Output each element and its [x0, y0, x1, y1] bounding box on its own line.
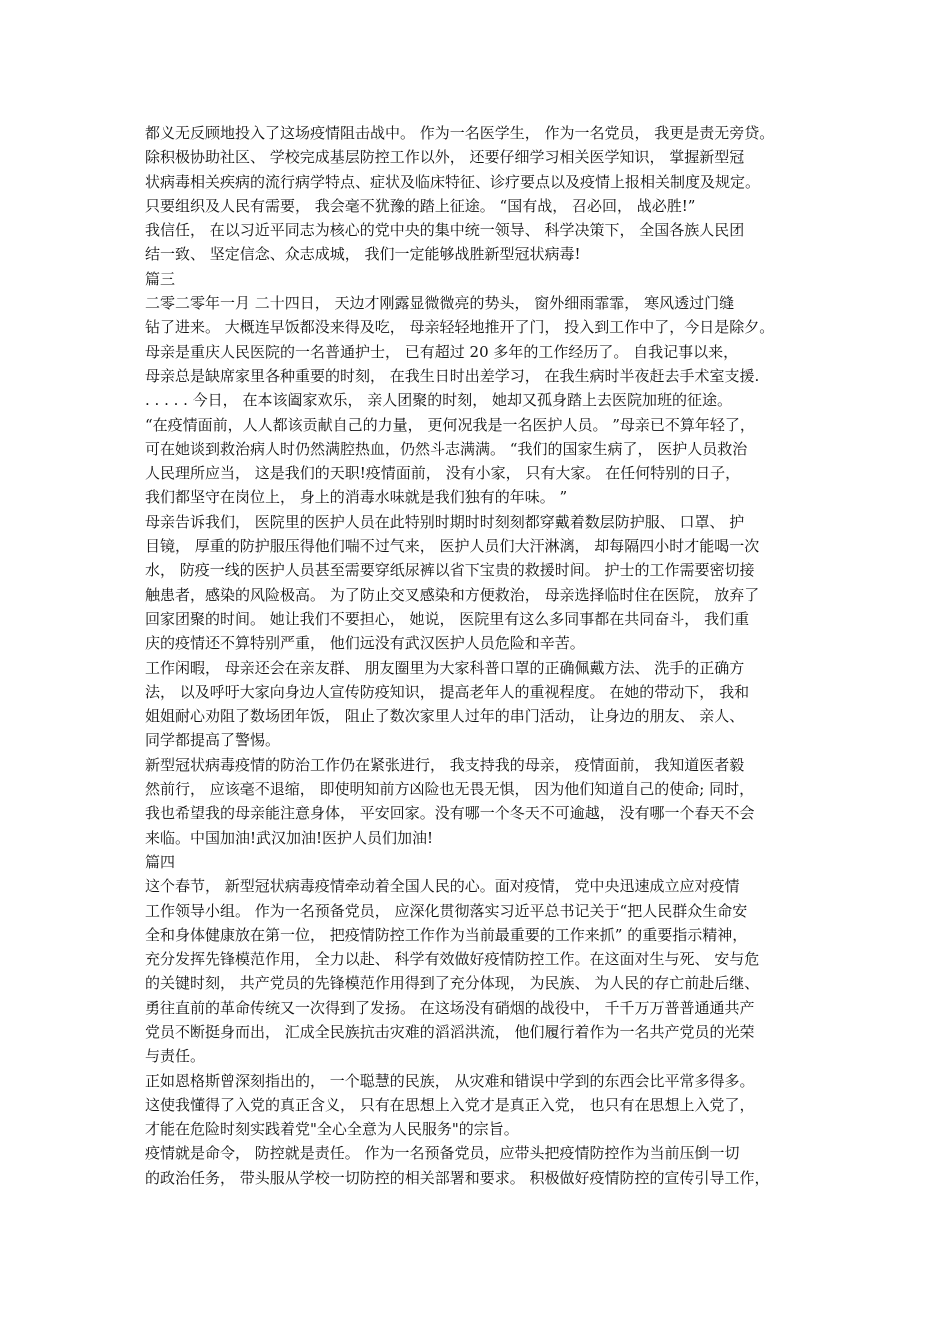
text-line: 二零二零年一月 二十四日， 天边才刚露显微微亮的势头， 窗外细雨霏霏， 寒风透过门缝	[145, 294, 735, 313]
text-line: 这个春节， 新型冠状病毒疫情牵动着全国人民的心。面对疫情， 党中央迅速成立应对疫情	[145, 877, 740, 896]
text-line: 党员不断挺身而出， 汇成全民族抗击灾难的滔滔洪流， 他们履行着作为一名共产党员的光荣	[145, 1022, 755, 1041]
text-line: 工作闲暇， 母亲还会在亲友群、 朋友圈里为大家科普口罩的正确佩戴方法、 洗手的正确方	[145, 658, 745, 677]
text-line: 母亲总是缺席家里各种重要的时刻， 在我生日时出差学习， 在我生病时半夜赶去手术室支援.	[145, 366, 760, 385]
text-line: 我信任， 在以习近平同志为核心的党中央的集中统一领导、 科学决策下， 全国各族人民团	[145, 221, 745, 240]
text-line: 疫情就是命令， 防控就是责任。 作为一名预备党员，应带头把疫情防控作为当前压倒一切	[145, 1144, 740, 1163]
text-line: 人民理所应当， 这是我们的天职!疫情面前， 没有小家， 只有大家。 在任何特别的日子，	[145, 464, 741, 483]
text-line: 才能在危险时刻实践着党"全心全意为人民服务"的宗旨。	[145, 1120, 519, 1139]
text-line: 可在她谈到救治病人时仍然满腔热血，仍然斗志满满。 “我们的国家生病了， 医护人员救治	[145, 439, 748, 458]
text-line: 水， 防疫一线的医护人员甚至需要穿纸尿裤以省下宝贵的救援时间。 护士的工作需要密切接	[145, 561, 755, 580]
text-line: . . . . . 今日， 在本该阖家欢乐， 亲人团聚的时刻， 她却又孤身踏上去医院加班的征途。	[145, 391, 732, 410]
text-line: 的关键时刻， 共产党员的先锋模范作用得到了充分体现， 为民族、 为人民的存亡前赴后继、	[145, 974, 760, 993]
text-line: 母亲是重庆人民医院的一名普通护士， 已有超过 20 多年的工作经历了。 自我记事以来，	[145, 342, 739, 361]
text-line: 篇四	[145, 852, 176, 871]
text-line: 正如恩格斯曾深刻指出的， 一个聪慧的民族， 从灾难和错误中学到的东西会比平常多得多。	[145, 1071, 755, 1090]
text-line: 结一致、 坚定信念、众志成城， 我们一定能够战胜新型冠状病毒!	[145, 245, 581, 264]
text-line: 法， 以及呼吁大家向身边人宣传防疫知识， 提高老年人的重视程度。 在她的带动下， 我和	[145, 682, 750, 701]
text-line: 然前行， 应该毫不退缩， 即使明知前方凶险也无畏无惧， 因为他们知道自己的使命; 同时，	[145, 780, 755, 799]
text-line: 新型冠状病毒疫情的防治工作仍在紧张进行， 我支持我的母亲， 疫情面前， 我知道医者毅	[145, 755, 745, 774]
text-line: 同学都提高了警惕。	[145, 731, 281, 750]
text-line: 母亲告诉我们， 医院里的医护人员在此特别时期时时刻刻都穿戴着数层防护服、 口罩、 护	[145, 512, 745, 531]
text-line: 庆的疫情还不算特别严重， 他们远没有武汉医护人员危险和辛苦。	[145, 634, 585, 653]
text-line: 回家团聚的时间。 她让我们不要担心， 她说， 医院里有这么多同事都在共同奋斗， 我们重	[145, 609, 750, 628]
text-line: 我们都坚守在岗位上， 身上的消毒水味就是我们独有的年味。 ”	[145, 488, 568, 507]
text-line: 姐姐耐心劝阻了数场团年饭， 阻止了数次家里人过年的串门活动， 让身边的朋友、 亲人、	[145, 707, 745, 726]
text-line: 只要组织及人民有需要， 我会毫不犹豫的踏上征途。 “国有战， 召必回， 战必胜!”	[145, 196, 696, 215]
text-line: 篇三	[145, 269, 176, 288]
text-line: “在疫情面前，人人都该贡献自己的力量， 更何况我是一名医护人员。 ”母亲已不算年轻了，	[145, 415, 755, 434]
text-line: 这使我懂得了入党的真正含义， 只有在思想上入党才是真正入党， 也只有在思想上入党了，	[145, 1095, 755, 1114]
text-line: 全和身体健康放在第一位， 把疫情防控工作作为当前最重要的工作来抓” 的重要指示精神，	[145, 925, 748, 944]
text-line: 触患者，感染的风险极高。 为了防止交叉感染和方便救治， 母亲选择临时住在医院， 放弃了	[145, 585, 760, 604]
text-line: 状病毒相关疾病的流行病学特点、症状及临床特征、诊疗要点以及疫情上报相关制度及规定。	[145, 172, 761, 191]
text-line: 与责任。	[145, 1047, 206, 1066]
text-line: 目镜， 厚重的防护服压得他们喘不过气来， 医护人员们大汗淋漓， 却每隔四小时才能喝一次	[145, 537, 760, 556]
text-line: 来临。中国加油!武汉加油!医护人员们加油!	[145, 828, 434, 847]
text-line: 钻了进来。 大概连早饭都没来得及吃， 母亲轻轻地推开了门， 投入到工作中了，今日是除夕。	[145, 318, 775, 337]
text-line: 充分发挥先锋模范作用， 全力以赴、 科学有效做好疫情防控工作。在这面对生与死、 安与危	[145, 950, 760, 969]
document-body	[145, 121, 835, 1190]
text-line: 都义无反顾地投入了这场疫情阻击战中。 作为一名医学生， 作为一名党员， 我更是责无旁贷。	[145, 124, 775, 142]
text-line: 我也希望我的母亲能注意身体， 平安回家。没有哪一个冬天不可逾越， 没有哪一个春天不会	[145, 804, 755, 823]
text-line: 除积极协助社区、 学校完成基层防控工作以外， 还要仔细学习相关医学知识， 掌握新型冠	[145, 148, 745, 167]
text-line: 的政治任务， 带头服从学校一切防控的相关部署和要求。 积极做好疫情防控的宣传引导工作，	[145, 1168, 770, 1187]
text-line: 勇往直前的革命传统又一次得到了发扬。 在这场没有硝烟的战役中， 千千万万普普通通共产	[145, 998, 755, 1017]
text-line: 工作领导小组。 作为一名预备党员， 应深化贯彻落实习近平总书记关于“把人民群众生命安	[145, 901, 748, 920]
